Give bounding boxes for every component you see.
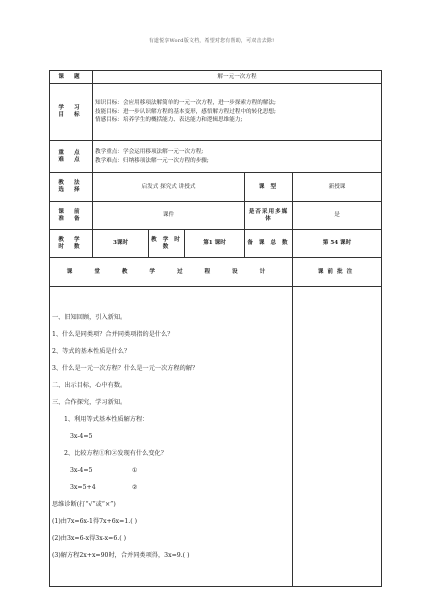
hours-row xyxy=(50,230,382,258)
equation: 3x-4=5 xyxy=(70,467,93,474)
methods-label: 教 法 选 择 xyxy=(50,173,93,202)
goals-label: 学 习 目 标 xyxy=(50,84,93,141)
compare-prompt: 2、比较方程①和②发现有什么变化？ xyxy=(64,450,167,457)
process-header: 课 堂 教 学 过 程 设 计 xyxy=(50,258,293,287)
methods-row xyxy=(50,173,382,202)
methods-value: 启发式 探究式 讲授式 xyxy=(93,173,245,202)
process-item: 2、等式的基本性质是什么？ xyxy=(52,348,131,355)
total-hours-value: 第 54 课时 xyxy=(293,230,382,258)
process-body-row xyxy=(50,287,382,587)
process-item: 3、什么是一元一次方程？什么是一元一次方程的解？ xyxy=(52,365,199,372)
equation-row xyxy=(52,462,290,479)
process-section-1: 一、旧知回顾，引入新知。 xyxy=(52,314,127,321)
goal-knowledge: 知识目标：会应用移项法解简单的一元一次方程，进一步探索方程的解法; xyxy=(95,99,276,106)
notes-content xyxy=(293,287,382,587)
goals-row xyxy=(50,84,382,141)
multimedia-label: 是否采用多媒体 xyxy=(245,202,293,230)
equation: 3x=5+4 xyxy=(70,484,96,491)
keypoints-content xyxy=(93,141,382,173)
hours-label: 教 学 时 数 xyxy=(50,230,93,258)
prep-label: 课 前 准 备 xyxy=(50,202,93,230)
process-section-2: 二、出示目标，心中有数。 xyxy=(52,382,127,389)
equation-mark: ① xyxy=(132,467,138,474)
current-hours-value: 第1 课时 xyxy=(185,230,245,258)
header-note: 有道悦享Word版文档，希望对您有帮助，可双击去除! xyxy=(148,38,275,44)
current-hours-label: 教 学 时 数 xyxy=(149,230,185,258)
topic-label: 课 题 xyxy=(50,71,93,84)
quiz-item: (3)解方程2x+x=90时，合并同类项得，3x=9.( ) xyxy=(52,552,190,559)
quiz-item: (2)由3x=6-x得3x-x=6.( ) xyxy=(52,535,127,542)
goals-content xyxy=(93,84,382,141)
process-content xyxy=(50,287,293,587)
keypoint-difficulty: 教学难点：归纳移项法解一元一次方程的步骤; xyxy=(95,157,209,164)
lesson-type-label: 课 型 xyxy=(245,173,293,202)
equation: 3x-4=5 xyxy=(70,433,93,440)
quiz-title: 思维诊断(打“√”或“×”) xyxy=(52,501,116,508)
hours-value: 3课时 xyxy=(93,230,149,258)
equation-mark: ② xyxy=(132,484,138,491)
process-header-row xyxy=(50,258,382,287)
lesson-type-value: 新授课 xyxy=(293,173,382,202)
total-hours-label: 备 课 总 数 xyxy=(245,230,293,258)
keypoints-label: 重 点 难 点 xyxy=(50,141,93,173)
topic-row xyxy=(50,71,382,84)
process-item: 1、什么是同类项？合并同类项指的是什么？ xyxy=(52,331,174,338)
topic-value: 解一元一次方程 xyxy=(93,71,382,84)
prep-row xyxy=(50,202,382,230)
quiz-item: (1)由7x=6x-1得7x+6x=1.( ) xyxy=(52,518,138,525)
prep-value: 课件 xyxy=(93,202,245,230)
goal-emotion: 情感目标：培养学生的概括能力、表达能力和逻辑思维能力; xyxy=(95,117,243,124)
keypoints-row xyxy=(50,141,382,173)
process-section-3: 三、合作探究，学习新知。 xyxy=(52,399,127,406)
notes-header: 课前批注 xyxy=(293,258,382,287)
lesson-plan-table xyxy=(49,70,382,587)
equation-row xyxy=(52,479,290,496)
process-item: 1、利用等式基本性质解方程： xyxy=(64,416,149,423)
multimedia-value: 是 xyxy=(293,202,382,230)
goal-skill: 技能目标：进一步认识解方程的基本变形，感悟解方程过程中的转化思想; xyxy=(95,108,276,115)
keypoint-focus: 教学重点：学会运用移项法解一元一次方程; xyxy=(95,148,204,155)
